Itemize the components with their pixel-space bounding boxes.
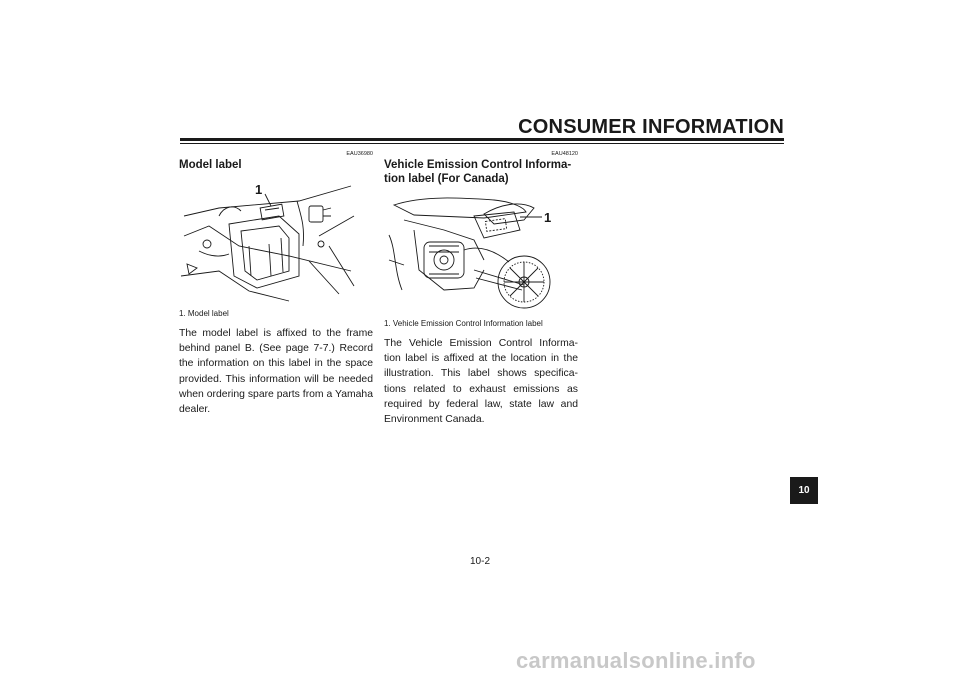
body-paragraph: The Vehicle Emission Control Informa- tion label is affixed at the location in the illustration. This label shows specifica- tions related to exhaust emissions as required by federal law, state law and Environment Canada. <box>384 338 578 426</box>
heading-line-1: Vehicle Emission Control Informa- <box>384 159 572 171</box>
model-label-section <box>179 150 373 417</box>
section-heading: Model label <box>179 159 242 171</box>
figure-caption: 1. Vehicle Emission Control Information label <box>384 319 543 328</box>
callout-number: 1 <box>255 182 263 197</box>
page-title: CONSUMER INFORMATION <box>518 116 784 138</box>
section-heading <box>384 158 578 186</box>
section-code: EAU48120 <box>551 151 578 157</box>
emission-label-section <box>384 150 578 427</box>
chapter-tab: 10 <box>790 477 818 504</box>
header-rule <box>180 138 784 141</box>
header-rule-thin <box>180 143 784 144</box>
figure-caption: 1. Model label <box>179 309 229 318</box>
emission-label-illustration <box>384 190 560 314</box>
watermark: carmanualsonline.info <box>516 648 756 673</box>
heading-line-2: tion label (For Canada) <box>384 173 509 185</box>
body-paragraph: The model label is affixed to the frame behind panel B. (See page 7-7.) Record the information on this label in the space provided. This information will be needed when ordering spare parts from a Yamaha dealer. <box>179 328 373 416</box>
callout-number: 1 <box>544 210 552 225</box>
section-code: EAU36980 <box>346 151 373 157</box>
page-number: 10-2 <box>469 556 490 567</box>
model-label-illustration <box>179 176 355 304</box>
